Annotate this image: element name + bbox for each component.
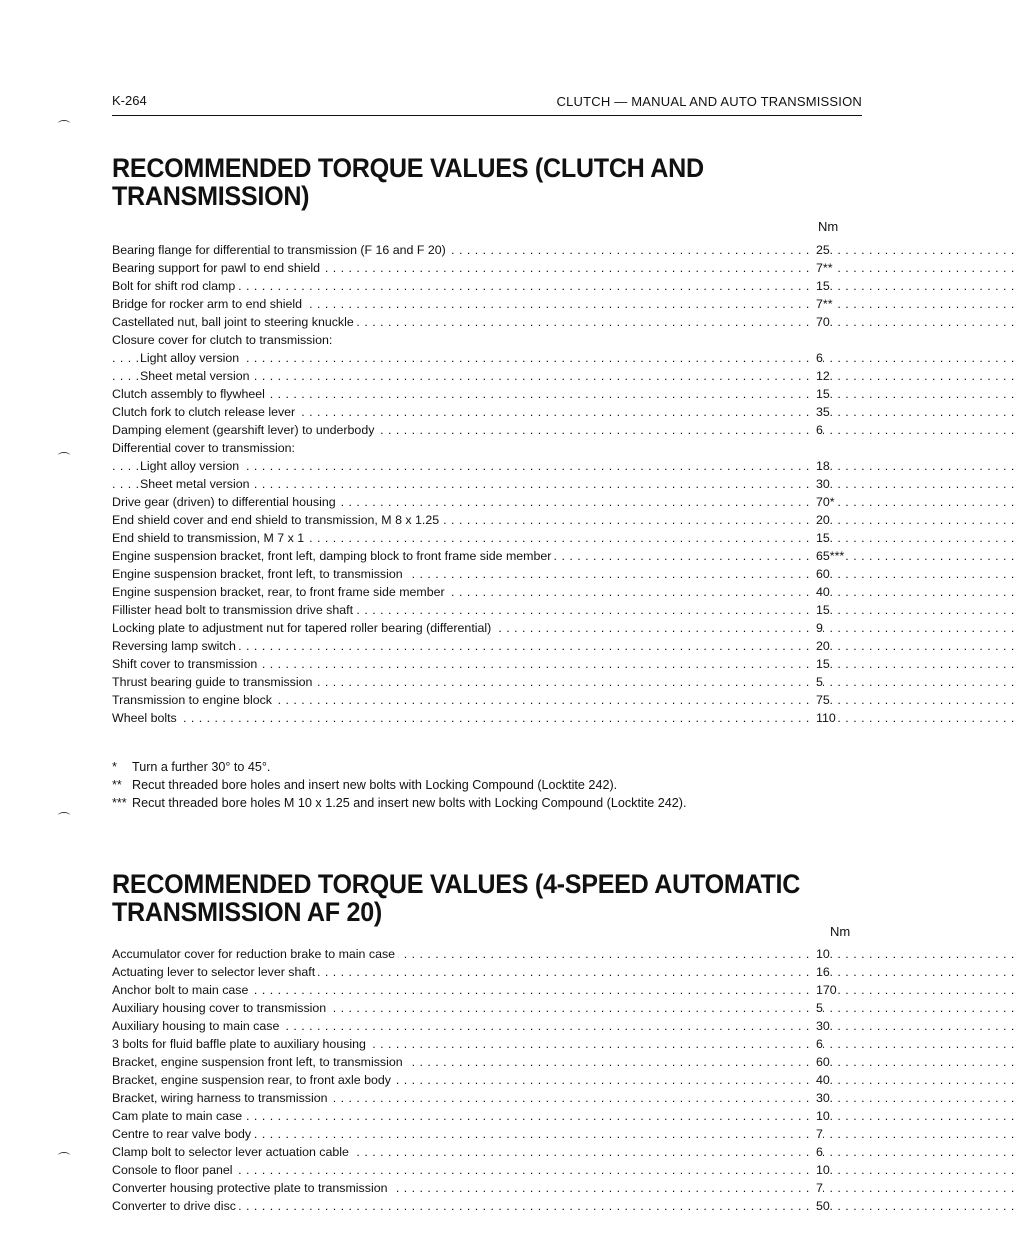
torque-value: 70 bbox=[812, 313, 830, 331]
torque-item-label: Locking plate to adjustment nut for tapered roller bearing (differential) bbox=[112, 621, 494, 635]
footnote bbox=[112, 794, 686, 812]
torque-list-automatic bbox=[112, 945, 837, 1215]
torque-row bbox=[112, 1053, 830, 1071]
torque-item-label: Converter to drive disc bbox=[112, 1199, 239, 1213]
torque-row bbox=[112, 1071, 830, 1089]
torque-row bbox=[112, 295, 833, 313]
torque-item-label: Anchor bolt to main case bbox=[112, 983, 251, 997]
torque-item-label: Console to floor panel bbox=[112, 1163, 236, 1177]
torque-value: 40 bbox=[812, 583, 830, 601]
torque-item-label: Transmission to engine block bbox=[112, 693, 275, 707]
torque-row bbox=[112, 945, 830, 963]
torque-item-label: Closure cover for clutch to transmission: bbox=[112, 333, 335, 347]
torque-row bbox=[112, 1143, 823, 1161]
section-title-automatic: RECOMMENDED TORQUE VALUES (4-SPEED AUTOMATIC TRANSMISSION AF 20) bbox=[112, 869, 801, 927]
torque-row bbox=[112, 475, 830, 493]
torque-item-label: Sheet metal version bbox=[140, 369, 253, 383]
torque-item-label: Engine suspension bracket, rear, to front frame side member bbox=[112, 585, 448, 599]
torque-value: 30 bbox=[812, 475, 830, 493]
torque-row bbox=[112, 691, 830, 709]
torque-row bbox=[112, 673, 823, 691]
footnote-mark: ** bbox=[112, 778, 122, 792]
torque-row bbox=[112, 1017, 830, 1035]
torque-value: 5 bbox=[812, 999, 823, 1017]
torque-row bbox=[112, 241, 830, 259]
torque-value: 16 bbox=[812, 963, 830, 981]
torque-item-label: Light alloy version bbox=[140, 459, 242, 473]
torque-row bbox=[112, 999, 823, 1017]
torque-value: 15 bbox=[812, 385, 830, 403]
torque-item-label: Fillister head bolt to transmission drive shaft bbox=[112, 603, 356, 617]
torque-item-label: Castellated nut, ball joint to steering knuckle bbox=[112, 315, 357, 329]
torque-item-label: Bearing flange for differential to transmission (F 16 and F 20) bbox=[112, 243, 449, 257]
page-header bbox=[112, 93, 862, 116]
torque-value: 65*** bbox=[812, 547, 844, 565]
torque-value: 10 bbox=[812, 1161, 830, 1179]
torque-item-label: Bridge for rocker arm to end shield bbox=[112, 297, 305, 311]
torque-value: 60 bbox=[812, 565, 830, 583]
footnote bbox=[112, 758, 686, 776]
torque-value: 9 bbox=[812, 619, 823, 637]
torque-row bbox=[112, 529, 830, 547]
torque-row bbox=[112, 565, 830, 583]
torque-value: 6 bbox=[812, 1143, 823, 1161]
torque-row bbox=[112, 403, 830, 421]
torque-row bbox=[112, 637, 830, 655]
torque-value: 7 bbox=[812, 1125, 823, 1143]
torque-row bbox=[112, 619, 823, 637]
torque-item-label: Bearing support for pawl to end shield bbox=[112, 261, 323, 275]
torque-value: 40 bbox=[812, 1071, 830, 1089]
torque-item-label: Drive gear (driven) to differential housing bbox=[112, 495, 339, 509]
torque-row bbox=[112, 601, 830, 619]
torque-value: 5 bbox=[812, 673, 823, 691]
torque-value: 50 bbox=[812, 1197, 830, 1215]
torque-item-label: Differential cover to transmission: bbox=[112, 441, 298, 455]
torque-item-label: Cam plate to main case bbox=[112, 1109, 245, 1123]
torque-value: 10 bbox=[812, 945, 830, 963]
torque-row bbox=[112, 331, 802, 349]
torque-value: 12 bbox=[812, 367, 830, 385]
torque-value: 170 bbox=[812, 981, 837, 999]
torque-item-label: 3 bolts for fluid baffle plate to auxiliary housing bbox=[112, 1037, 369, 1051]
torque-value: 20 bbox=[812, 511, 830, 529]
margin-mark bbox=[58, 452, 70, 459]
footnote-text: Recut threaded bore holes M 10 x 1.25 and insert new bolts with Locking Compound (Locktite 242). bbox=[132, 796, 687, 810]
torque-value: 7 bbox=[812, 1179, 823, 1197]
torque-value: 110 bbox=[812, 709, 836, 727]
torque-item-label: Thrust bearing guide to transmission bbox=[112, 675, 315, 689]
torque-row bbox=[112, 313, 830, 331]
torque-row bbox=[112, 709, 836, 727]
torque-row bbox=[112, 511, 830, 529]
torque-item-label: Engine suspension bracket, front left, to transmission bbox=[112, 567, 406, 581]
torque-value: 10 bbox=[812, 1107, 830, 1125]
footnote bbox=[112, 776, 686, 794]
torque-value: 20 bbox=[812, 637, 830, 655]
footnote-text: Turn a further 30° to 45°. bbox=[132, 760, 271, 774]
torque-value: 70* bbox=[812, 493, 835, 511]
torque-value: 15 bbox=[812, 601, 830, 619]
torque-list-clutch bbox=[112, 241, 845, 727]
torque-value: 75 bbox=[812, 691, 830, 709]
torque-value: 30 bbox=[812, 1089, 830, 1107]
torque-value: 25 bbox=[812, 241, 830, 259]
torque-value: 18 bbox=[812, 457, 830, 475]
torque-item-label: Sheet metal version bbox=[140, 477, 253, 491]
footnote-mark: * bbox=[112, 760, 117, 774]
torque-value: 7** bbox=[812, 295, 833, 313]
torque-row bbox=[112, 457, 830, 475]
margin-mark bbox=[58, 812, 70, 819]
torque-item-label: Reversing lamp switch bbox=[112, 639, 239, 653]
torque-row bbox=[112, 1035, 823, 1053]
torque-item-label: Clutch fork to clutch release lever bbox=[112, 405, 298, 419]
margin-mark bbox=[58, 1152, 70, 1159]
torque-value: 7** bbox=[812, 259, 833, 277]
torque-row bbox=[112, 963, 830, 981]
torque-item-label: Auxiliary housing to main case bbox=[112, 1019, 282, 1033]
torque-item-label: Actuating lever to selector lever shaft bbox=[112, 965, 318, 979]
torque-row bbox=[112, 367, 830, 385]
torque-item-label: Light alloy version bbox=[140, 351, 242, 365]
torque-row bbox=[112, 655, 830, 673]
torque-row bbox=[112, 349, 823, 367]
footnote-text: Recut threaded bore holes and insert new bolts with Locking Compound (Locktite 242). bbox=[132, 778, 618, 792]
torque-item-label: End shield cover and end shield to transmission, M 8 x 1.25 bbox=[112, 513, 442, 527]
torque-item-label: Accumulator cover for reduction brake to main case bbox=[112, 947, 398, 961]
torque-row bbox=[112, 421, 823, 439]
torque-item-label: Wheel bolts bbox=[112, 711, 180, 725]
torque-value: 15 bbox=[812, 529, 830, 547]
torque-value: 6 bbox=[812, 421, 823, 439]
torque-item-label: Converter housing protective plate to transmission bbox=[112, 1181, 391, 1195]
torque-item-label: Engine suspension bracket, front left, damping block to front frame side member bbox=[112, 549, 554, 563]
torque-item-label: Bracket, wiring harness to transmission bbox=[112, 1091, 331, 1105]
torque-value: 15 bbox=[812, 655, 830, 673]
torque-row bbox=[112, 547, 845, 565]
torque-row bbox=[112, 583, 830, 601]
torque-item-label: End shield to transmission, M 7 x 1 bbox=[112, 531, 307, 545]
torque-value: 6 bbox=[812, 1035, 823, 1053]
torque-item-label: Clamp bolt to selector lever actuation cable bbox=[112, 1145, 352, 1159]
torque-row bbox=[112, 385, 830, 403]
torque-item-label: Clutch assembly to flywheel bbox=[112, 387, 268, 401]
torque-row bbox=[112, 259, 833, 277]
page-number: K-264 bbox=[112, 93, 147, 108]
torque-row bbox=[112, 1197, 830, 1215]
unit-label: Nm bbox=[830, 924, 851, 939]
torque-row bbox=[112, 277, 830, 295]
torque-item-label: Bracket, engine suspension rear, to front axle body bbox=[112, 1073, 394, 1087]
torque-value: 30 bbox=[812, 1017, 830, 1035]
torque-value: 60 bbox=[812, 1053, 830, 1071]
torque-row bbox=[112, 1179, 823, 1197]
torque-value: 6 bbox=[812, 349, 823, 367]
margin-mark bbox=[58, 120, 70, 127]
torque-item-label: Bolt for shift rod clamp bbox=[112, 279, 238, 293]
torque-item-label: Auxiliary housing cover to transmission bbox=[112, 1001, 329, 1015]
running-title: CLUTCH — MANUAL AND AUTO TRANSMISSION bbox=[556, 94, 862, 109]
torque-row bbox=[112, 1107, 830, 1125]
torque-item-label: Centre to rear valve body bbox=[112, 1127, 254, 1141]
unit-label: Nm bbox=[818, 219, 839, 234]
footnotes bbox=[112, 758, 686, 812]
torque-item-label: Bracket, engine suspension front left, to transmission bbox=[112, 1055, 406, 1069]
section-title-clutch: RECOMMENDED TORQUE VALUES (CLUTCH AND TRANSMISSION) bbox=[112, 153, 704, 211]
torque-row bbox=[112, 1089, 830, 1107]
torque-row bbox=[112, 493, 835, 511]
footnote-mark: *** bbox=[112, 796, 127, 810]
torque-row bbox=[112, 439, 802, 457]
torque-value: 15 bbox=[812, 277, 830, 295]
torque-value: 35 bbox=[812, 403, 830, 421]
torque-row bbox=[112, 1125, 823, 1143]
torque-item-label: Damping element (gearshift lever) to underbody bbox=[112, 423, 377, 437]
torque-item-label: Shift cover to transmission bbox=[112, 657, 260, 671]
torque-row bbox=[112, 981, 837, 999]
torque-row bbox=[112, 1161, 830, 1179]
